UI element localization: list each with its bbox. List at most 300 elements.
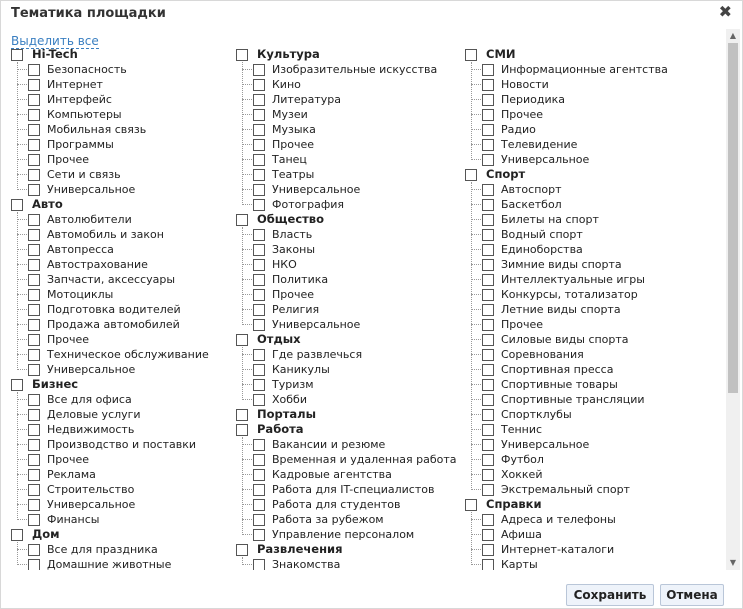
vertical-scrollbar[interactable] — [726, 29, 740, 570]
topic-group — [236, 212, 468, 332]
item-checkbox[interactable] — [28, 139, 40, 151]
item-checkbox[interactable] — [253, 229, 265, 241]
topic-group-row[interactable] — [465, 167, 697, 182]
group-label: Культура — [257, 47, 320, 61]
topic-group-row[interactable] — [11, 197, 243, 212]
item-label: Прочее — [272, 288, 315, 301]
item-label: Хобби — [272, 393, 307, 406]
item-checkbox[interactable] — [482, 184, 494, 196]
item-checkbox[interactable] — [482, 124, 494, 136]
topic-item[interactable] — [242, 152, 468, 167]
group-checkbox[interactable] — [465, 499, 477, 511]
topic-item[interactable] — [471, 107, 697, 122]
item-checkbox[interactable] — [482, 109, 494, 121]
topic-item[interactable] — [471, 437, 697, 452]
item-checkbox[interactable] — [28, 334, 40, 346]
item-checkbox[interactable] — [28, 154, 40, 166]
item-checkbox[interactable] — [28, 364, 40, 376]
item-checkbox[interactable] — [253, 124, 265, 136]
item-checkbox[interactable] — [482, 259, 494, 271]
group-checkbox[interactable] — [236, 334, 248, 346]
item-checkbox[interactable] — [28, 289, 40, 301]
item-checkbox[interactable] — [28, 469, 40, 481]
item-checkbox[interactable] — [482, 454, 494, 466]
item-label: Временная и удаленная работа — [272, 453, 457, 466]
item-checkbox[interactable] — [482, 79, 494, 91]
topic-item[interactable] — [242, 227, 468, 242]
topic-item[interactable] — [17, 227, 243, 242]
item-label: Мотоциклы — [47, 288, 114, 301]
item-label: Соревнования — [501, 348, 584, 361]
cancel-button[interactable]: Отмена — [660, 584, 724, 606]
item-checkbox[interactable] — [482, 304, 494, 316]
item-checkbox[interactable] — [28, 439, 40, 451]
item-label: Программы — [47, 138, 114, 151]
scrollbar-thumb[interactable] — [728, 43, 738, 393]
item-checkbox[interactable] — [482, 484, 494, 496]
item-label: Автомобиль и закон — [47, 228, 164, 241]
topic-item[interactable] — [471, 197, 697, 212]
dialog-footer — [1, 576, 742, 608]
topic-item[interactable] — [242, 242, 468, 257]
save-button[interactable]: Сохранить — [566, 584, 654, 606]
item-label: Спортивная пресса — [501, 363, 614, 376]
topic-item[interactable] — [471, 392, 697, 407]
item-checkbox[interactable] — [28, 169, 40, 181]
item-label: Изобразительные искусства — [272, 63, 438, 76]
item-label: НКО — [272, 258, 297, 271]
topic-group-row[interactable] — [236, 332, 468, 347]
topic-item[interactable] — [242, 317, 468, 332]
topic-item[interactable] — [17, 212, 243, 227]
topic-group — [236, 407, 468, 422]
item-checkbox[interactable] — [253, 274, 265, 286]
topic-item[interactable] — [242, 62, 468, 77]
topic-group-row[interactable] — [11, 527, 243, 542]
topic-items — [17, 542, 243, 570]
close-icon[interactable]: ✖ — [718, 2, 732, 21]
item-label: Музыка — [272, 123, 316, 136]
item-checkbox[interactable] — [482, 94, 494, 106]
item-label: Афиша — [501, 528, 542, 541]
item-label: Запчасти, аксессуары — [47, 273, 176, 286]
topic-item[interactable] — [242, 77, 468, 92]
topic-item[interactable] — [242, 527, 468, 542]
topic-item[interactable] — [471, 467, 697, 482]
topic-item[interactable] — [17, 137, 243, 152]
topic-item[interactable] — [471, 182, 697, 197]
group-checkbox[interactable] — [236, 214, 248, 226]
topic-item[interactable] — [471, 407, 697, 422]
item-label: Продажа автомобилей — [47, 318, 180, 331]
topic-item[interactable] — [242, 437, 468, 452]
topic-item[interactable] — [17, 437, 243, 452]
topic-item[interactable] — [471, 332, 697, 347]
item-label: Танец — [272, 153, 307, 166]
group-label: СМИ — [486, 47, 516, 61]
topic-item[interactable] — [17, 242, 243, 257]
item-checkbox[interactable] — [253, 199, 265, 211]
group-checkbox[interactable] — [236, 409, 248, 421]
topic-item[interactable] — [471, 122, 697, 137]
item-checkbox[interactable] — [482, 424, 494, 436]
group-checkbox[interactable] — [236, 424, 248, 436]
topic-group — [11, 527, 243, 570]
topic-item[interactable] — [17, 257, 243, 272]
item-label: Автопресса — [47, 243, 114, 256]
topic-item[interactable] — [471, 302, 697, 317]
item-checkbox[interactable] — [482, 349, 494, 361]
item-checkbox[interactable] — [253, 469, 265, 481]
topic-group — [11, 377, 243, 527]
item-checkbox[interactable] — [253, 304, 265, 316]
item-checkbox[interactable] — [253, 559, 265, 571]
item-checkbox[interactable] — [253, 169, 265, 181]
item-label: Универсальное — [501, 153, 590, 166]
topic-item[interactable] — [471, 422, 697, 437]
item-checkbox[interactable] — [28, 484, 40, 496]
topic-item[interactable] — [17, 557, 243, 570]
topic-group-row[interactable] — [236, 212, 468, 227]
item-label: Карты — [501, 558, 538, 570]
topic-item[interactable] — [17, 482, 243, 497]
item-label: Знакомства — [272, 558, 341, 570]
topic-item[interactable] — [17, 392, 243, 407]
item-checkbox[interactable] — [482, 529, 494, 541]
topic-item[interactable] — [471, 272, 697, 287]
topic-item[interactable] — [242, 497, 468, 512]
topic-item[interactable] — [471, 137, 697, 152]
topic-items — [17, 62, 243, 197]
item-label: Зимние виды спорта — [501, 258, 622, 271]
item-label: Недвижимость — [47, 423, 135, 436]
item-checkbox[interactable] — [28, 559, 40, 571]
group-label: Общество — [257, 212, 324, 226]
item-checkbox[interactable] — [253, 139, 265, 151]
item-checkbox[interactable] — [28, 349, 40, 361]
topic-item[interactable] — [17, 407, 243, 422]
topic-item[interactable] — [17, 152, 243, 167]
item-checkbox[interactable] — [253, 364, 265, 376]
item-label: Автоспорт — [501, 183, 562, 196]
topic-item[interactable] — [471, 347, 697, 362]
item-label: Кадровые агентства — [272, 468, 392, 481]
topic-item[interactable] — [471, 362, 697, 377]
item-checkbox[interactable] — [482, 154, 494, 166]
item-checkbox[interactable] — [28, 79, 40, 91]
topic-item[interactable] — [471, 557, 697, 570]
group-checkbox[interactable] — [236, 49, 248, 61]
item-checkbox[interactable] — [253, 379, 265, 391]
topic-item[interactable] — [471, 62, 697, 77]
topic-group — [11, 47, 243, 197]
topic-item[interactable] — [471, 242, 697, 257]
item-checkbox[interactable] — [253, 154, 265, 166]
select-all-link[interactable]: Выделить все — [11, 34, 99, 48]
topic-item[interactable] — [17, 347, 243, 362]
item-label: Спортивные товары — [501, 378, 618, 391]
topic-item[interactable] — [242, 482, 468, 497]
topic-item[interactable] — [471, 152, 697, 167]
item-checkbox[interactable] — [482, 229, 494, 241]
topic-item[interactable] — [242, 197, 468, 212]
topic-item[interactable] — [242, 347, 468, 362]
group-label: Справки — [486, 497, 542, 511]
item-checkbox[interactable] — [28, 214, 40, 226]
item-checkbox[interactable] — [253, 64, 265, 76]
topics-column-3 — [465, 47, 697, 570]
item-checkbox[interactable] — [28, 244, 40, 256]
item-checkbox[interactable] — [28, 274, 40, 286]
item-checkbox[interactable] — [253, 514, 265, 526]
topic-item[interactable] — [17, 107, 243, 122]
group-label: Работа — [257, 422, 304, 436]
topic-group-row[interactable] — [465, 497, 697, 512]
group-checkbox[interactable] — [11, 379, 23, 391]
item-label: Музеи — [272, 108, 308, 121]
item-label: Теннис — [501, 423, 543, 436]
item-label: Спортивные трансляции — [501, 393, 645, 406]
group-label: Авто — [32, 197, 63, 211]
item-label: Производство и поставки — [47, 438, 197, 451]
item-checkbox[interactable] — [28, 259, 40, 271]
item-label: Религия — [272, 303, 320, 316]
item-label: Строительство — [47, 483, 135, 496]
item-checkbox[interactable] — [482, 319, 494, 331]
topic-item[interactable] — [242, 92, 468, 107]
topic-item[interactable] — [242, 137, 468, 152]
topic-item[interactable] — [471, 77, 697, 92]
topic-item[interactable] — [242, 512, 468, 527]
topic-item[interactable] — [471, 542, 697, 557]
topic-item[interactable] — [17, 467, 243, 482]
topic-item[interactable] — [242, 362, 468, 377]
item-checkbox[interactable] — [482, 64, 494, 76]
topic-item[interactable] — [242, 377, 468, 392]
group-checkbox[interactable] — [465, 49, 477, 61]
topic-group-row[interactable] — [11, 377, 243, 392]
topic-item[interactable] — [17, 122, 243, 137]
item-label: Интеллектуальные игры — [501, 273, 645, 286]
item-checkbox[interactable] — [253, 94, 265, 106]
topic-group — [236, 47, 468, 212]
group-checkbox[interactable] — [11, 199, 23, 211]
topic-item[interactable] — [471, 512, 697, 527]
topic-group — [236, 542, 468, 570]
topic-item[interactable] — [471, 317, 697, 332]
item-checkbox[interactable] — [253, 319, 265, 331]
item-label: Литература — [272, 93, 341, 106]
item-checkbox[interactable] — [28, 544, 40, 556]
topic-item[interactable] — [242, 257, 468, 272]
scroll-down-arrow-icon[interactable]: ▼ — [729, 558, 737, 567]
topic-item[interactable] — [17, 182, 243, 197]
topic-item[interactable] — [242, 287, 468, 302]
item-checkbox[interactable] — [253, 484, 265, 496]
dialog-title: Тематика площадки — [11, 6, 166, 21]
item-checkbox[interactable] — [253, 109, 265, 121]
topic-item[interactable] — [471, 227, 697, 242]
topic-group-row[interactable] — [236, 47, 468, 62]
item-checkbox[interactable] — [28, 499, 40, 511]
topic-item[interactable] — [17, 422, 243, 437]
item-checkbox[interactable] — [482, 364, 494, 376]
topic-item[interactable] — [242, 107, 468, 122]
item-label: Техническое обслуживание — [47, 348, 209, 361]
item-checkbox[interactable] — [482, 544, 494, 556]
item-checkbox[interactable] — [253, 439, 265, 451]
item-label: Периодика — [501, 93, 566, 106]
topic-item[interactable] — [242, 272, 468, 287]
group-checkbox[interactable] — [465, 169, 477, 181]
item-label: Силовые виды спорта — [501, 333, 629, 346]
topic-item[interactable] — [471, 482, 697, 497]
topic-item[interactable] — [242, 557, 468, 570]
group-checkbox[interactable] — [236, 544, 248, 556]
item-checkbox[interactable] — [482, 334, 494, 346]
item-checkbox[interactable] — [28, 229, 40, 241]
topic-item[interactable] — [242, 122, 468, 137]
item-checkbox[interactable] — [253, 79, 265, 91]
topic-item[interactable] — [242, 467, 468, 482]
item-checkbox[interactable] — [28, 64, 40, 76]
item-label: Прочее — [47, 333, 90, 346]
item-checkbox[interactable] — [253, 394, 265, 406]
item-checkbox[interactable] — [28, 94, 40, 106]
item-checkbox[interactable] — [482, 214, 494, 226]
topic-item[interactable] — [471, 527, 697, 542]
item-checkbox[interactable] — [482, 409, 494, 421]
topic-item[interactable] — [17, 542, 243, 557]
item-label: Деловые услуги — [47, 408, 141, 421]
item-checkbox[interactable] — [482, 559, 494, 571]
item-checkbox[interactable] — [482, 394, 494, 406]
topic-item[interactable] — [17, 362, 243, 377]
topic-item[interactable] — [17, 272, 243, 287]
item-label: Единоборства — [501, 243, 583, 256]
item-checkbox[interactable] — [253, 259, 265, 271]
item-checkbox[interactable] — [482, 274, 494, 286]
topic-group-row[interactable] — [11, 47, 243, 62]
item-checkbox[interactable] — [253, 454, 265, 466]
topic-item[interactable] — [17, 302, 243, 317]
item-checkbox[interactable] — [28, 184, 40, 196]
item-checkbox[interactable] — [482, 439, 494, 451]
item-checkbox[interactable] — [482, 514, 494, 526]
topic-item[interactable] — [471, 377, 697, 392]
item-checkbox[interactable] — [482, 199, 494, 211]
item-checkbox[interactable] — [482, 379, 494, 391]
topic-item[interactable] — [242, 392, 468, 407]
topic-item[interactable] — [17, 92, 243, 107]
topic-item[interactable] — [17, 287, 243, 302]
item-checkbox[interactable] — [28, 424, 40, 436]
dialog-titlebar — [1, 1, 742, 29]
topics-column-2 — [236, 47, 468, 570]
topic-item[interactable] — [471, 287, 697, 302]
item-label: Универсальное — [47, 363, 136, 376]
topic-group-row[interactable] — [465, 47, 697, 62]
item-checkbox[interactable] — [28, 394, 40, 406]
item-checkbox[interactable] — [482, 244, 494, 256]
item-checkbox[interactable] — [28, 319, 40, 331]
group-label: Спорт — [486, 167, 526, 181]
item-checkbox[interactable] — [253, 244, 265, 256]
topic-item[interactable] — [242, 302, 468, 317]
item-label: Прочее — [272, 138, 315, 151]
item-label: Власть — [272, 228, 313, 241]
item-label: Прочее — [47, 453, 90, 466]
topic-group — [236, 332, 468, 407]
item-label: Адреса и телефоны — [501, 513, 616, 526]
topic-item[interactable] — [242, 167, 468, 182]
item-checkbox[interactable] — [28, 409, 40, 421]
item-label: Туризм — [272, 378, 314, 391]
item-label: Хоккей — [501, 468, 543, 481]
item-label: Баскетбол — [501, 198, 562, 211]
item-label: Прочее — [47, 153, 90, 166]
group-checkbox[interactable] — [11, 529, 23, 541]
group-checkbox[interactable] — [11, 49, 23, 61]
topic-item[interactable] — [471, 212, 697, 227]
topic-item[interactable] — [242, 182, 468, 197]
topic-item[interactable] — [17, 62, 243, 77]
item-checkbox[interactable] — [28, 124, 40, 136]
item-checkbox[interactable] — [28, 454, 40, 466]
item-checkbox[interactable] — [28, 514, 40, 526]
item-checkbox[interactable] — [482, 469, 494, 481]
topic-item[interactable] — [17, 167, 243, 182]
item-checkbox[interactable] — [253, 349, 265, 361]
item-checkbox[interactable] — [253, 529, 265, 541]
item-label: Универсальное — [501, 438, 590, 451]
scroll-up-arrow-icon[interactable]: ▲ — [729, 31, 737, 40]
item-label: Все для офиса — [47, 393, 132, 406]
item-checkbox[interactable] — [253, 184, 265, 196]
topic-item[interactable] — [17, 332, 243, 347]
item-label: Универсальное — [47, 498, 136, 511]
item-label: Новости — [501, 78, 549, 91]
item-label: Мобильная связь — [47, 123, 147, 136]
item-label: Футбол — [501, 453, 544, 466]
item-label: Интернет — [47, 78, 103, 91]
topic-item[interactable] — [471, 452, 697, 467]
item-label: Водный спорт — [501, 228, 583, 241]
topic-item[interactable] — [17, 497, 243, 512]
item-label: Универсальное — [47, 183, 136, 196]
item-checkbox[interactable] — [482, 139, 494, 151]
item-checkbox[interactable] — [28, 304, 40, 316]
topic-item[interactable] — [471, 257, 697, 272]
topic-item[interactable] — [17, 317, 243, 332]
item-label: Домашние животные — [47, 558, 172, 570]
item-checkbox[interactable] — [482, 289, 494, 301]
topic-group-row[interactable] — [236, 422, 468, 437]
item-label: Где развлечься — [272, 348, 363, 361]
item-checkbox[interactable] — [253, 289, 265, 301]
topic-group-row[interactable] — [236, 542, 468, 557]
topic-item[interactable] — [471, 92, 697, 107]
item-checkbox[interactable] — [253, 499, 265, 511]
topic-items — [242, 557, 468, 570]
topic-item[interactable] — [17, 77, 243, 92]
topic-item[interactable] — [242, 452, 468, 467]
topic-item[interactable] — [17, 452, 243, 467]
group-label: Дом — [32, 527, 60, 541]
topic-group-row[interactable] — [236, 407, 468, 422]
topic-item[interactable] — [17, 512, 243, 527]
item-checkbox[interactable] — [28, 109, 40, 121]
